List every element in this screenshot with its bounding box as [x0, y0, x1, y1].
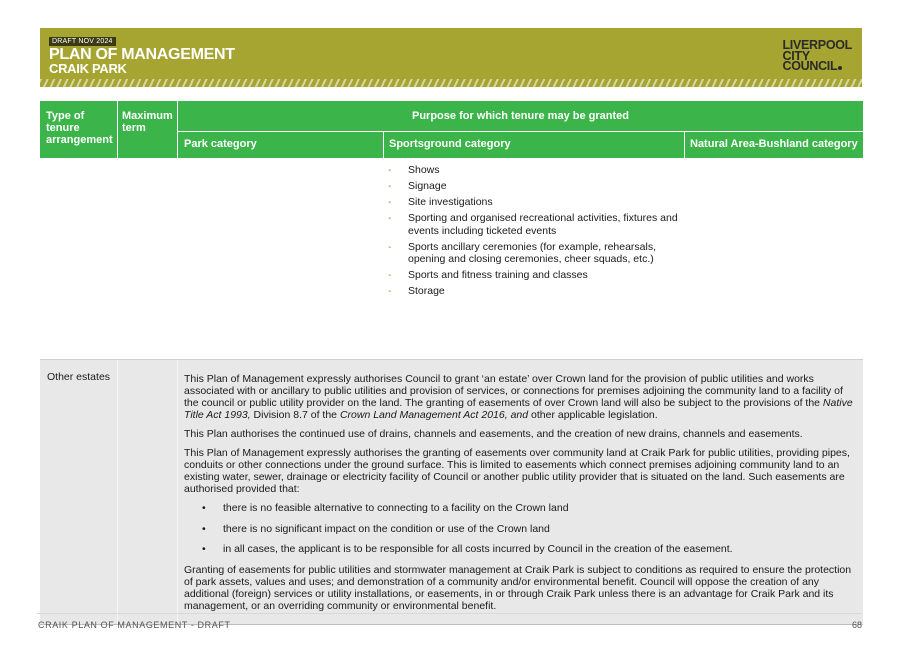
other-estates-text	[184, 373, 860, 619]
header-maximum-term: Maximum term	[122, 110, 173, 134]
header-park-category: Park category	[184, 138, 257, 150]
paragraph: This Plan of Management expressly authorises the granting of easements over community land at Craik Park for public utilities, providing pipes, conduits or other connections under the ground surface. This is limited to easements which connect premises adjoining community land to an existing water, sewer, drainage or electricity facility of Council or another public utility provider that is situated on the land. Such easements are authorised provided that:	[184, 447, 850, 495]
footer-document-title: CRAIK PLAN OF MANAGEMENT - DRAFT	[38, 620, 231, 630]
easement-conditions-list	[184, 502, 860, 555]
table-header	[40, 101, 863, 158]
page-number: 68	[851, 620, 862, 630]
table-row-other-estates	[40, 359, 863, 625]
list-item: - Sporting and organised recreational activities, fixtures and events including ticketed events	[388, 212, 688, 237]
row-label-other-estates: Other estates	[47, 371, 111, 383]
logo-line-2: CITY	[782, 48, 810, 63]
header-purpose: Purpose for which tenure may be granted	[412, 110, 629, 122]
draft-tag: DRAFT NOV 2024	[49, 37, 116, 46]
title-line-1: PLAN OF MANAGEMENT	[49, 46, 235, 63]
sportsground-purpose-list	[388, 164, 688, 301]
list-item: • there is no significant impact on the condition or use of the Crown land	[184, 523, 860, 535]
tenure-table	[40, 101, 863, 625]
header-type-of-tenure: Type of tenure arrangement	[46, 110, 113, 146]
header-banner	[40, 28, 862, 87]
title-line-2: CRAIK PARK	[49, 61, 127, 76]
document-title	[49, 48, 235, 75]
table-row	[40, 158, 863, 359]
list-item: - Storage	[388, 285, 688, 298]
list-item: • in all cases, the applicant is to be responsible for all costs incurred by Council in the creation of the easement.	[184, 543, 860, 555]
header-natural-area-category: Natural Area-Bushland category	[690, 138, 858, 150]
list-item: - Sports ancillary ceremonies (for example, rehearsals, opening and closing ceremonies, cheer squads, etc.)	[388, 241, 688, 266]
paragraph: This Plan authorises the continued use of drains, channels and easements, and the creation of new drains, channels and easements.	[184, 428, 803, 440]
header-sportsground-category: Sportsground category	[389, 138, 511, 150]
list-item: - Shows	[388, 164, 688, 177]
paragraph: Granting of easements for public utilities and stormwater management at Craik Park is subject to conditions as required to ensure the protection of park assets, values and uses; and demonstration of a community and/or environmental benefit. Council will oppose the creation of any additional (foreign) services or utility installations, or easements, in or through Craik Park unless there is an advantage for Craik Park and its management, or an overriding community or environmental benefit.	[184, 563, 852, 612]
logo-dot-icon	[838, 66, 842, 70]
list-item: - Signage	[388, 180, 688, 193]
logo-line-1: LIVERPOOL	[782, 38, 852, 52]
banner-stripe-pattern	[40, 79, 862, 87]
list-item: • there is no feasible alternative to connecting to a facility on the Crown land	[184, 502, 860, 514]
list-item: - Site investigations	[388, 196, 688, 209]
council-logo	[782, 40, 852, 72]
footer-divider	[37, 613, 862, 614]
logo-line-3: COUNCIL	[782, 59, 838, 73]
paragraph: This Plan of Management expressly authorises Council to grant ‘an estate’ over Crown land for the provision of public utilities and works associated with or ancillary to public utilities and provision of services, or connections for premises adjoining the community land to a facility of the council or public utility provider on the land. The granting of easements of over Crown land will also be subject to the provisions of the Native Title Act 1993, Division 8.7 of the Crown Land Management Act 2016, and other applicable legislation.	[184, 373, 853, 421]
list-item: - Sports and fitness training and classes	[388, 269, 688, 282]
